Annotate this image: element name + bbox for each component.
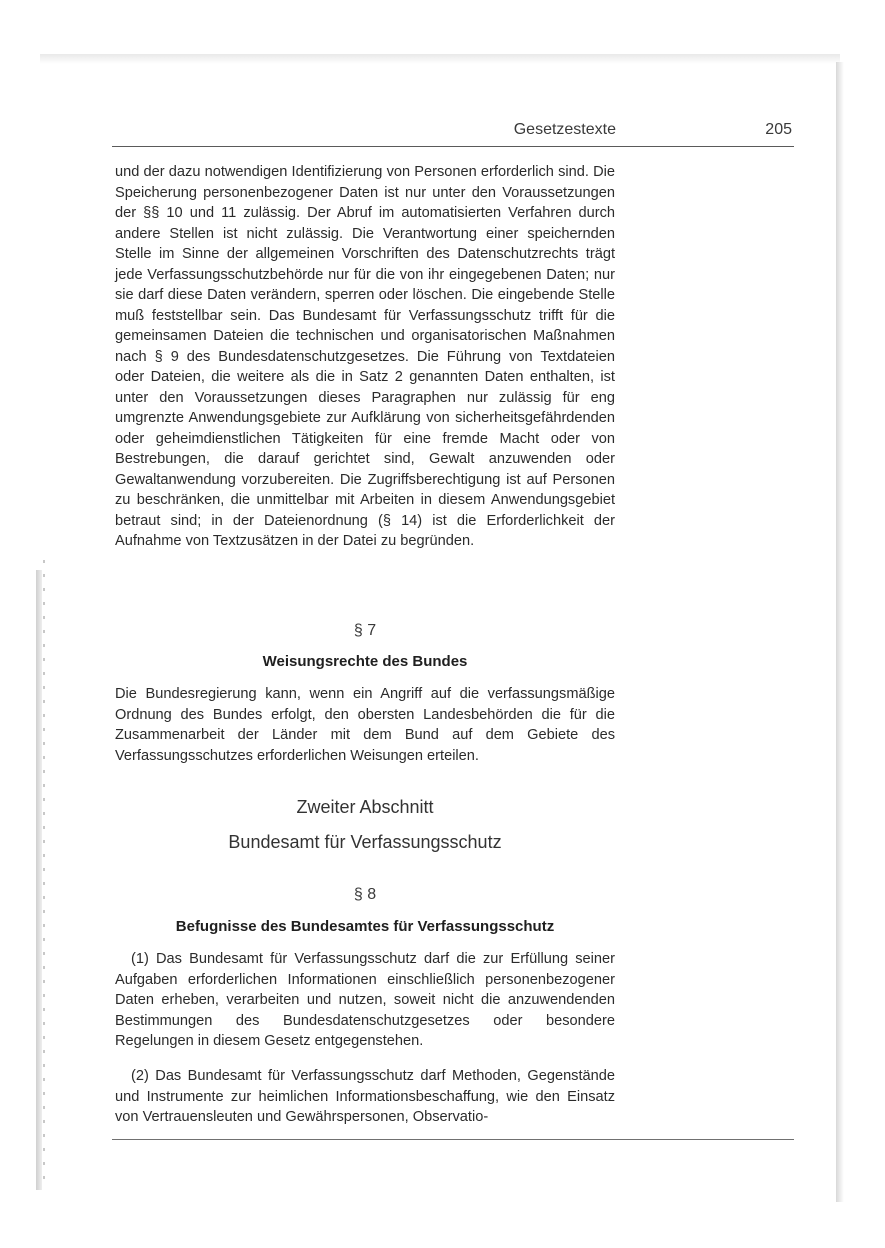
running-head-title: Gesetzestexte (513, 121, 616, 138)
footer-rule (112, 1139, 794, 1140)
section-8-paragraph-1: (1) Das Bundesamt für Verfassungsschutz darf die zur Erfüllung seiner Aufgaben erforderlichen Informationen einschließlich personenbezogener Daten erheben, verarbeiten und nutzen, soweit nicht die anzuwendenden Bestimmungen des Bundesdatenschutzgesetzes oder besondere Regelungen in diesem Gesetz entgegenstehen. (115, 951, 615, 1049)
scan-right-edge (836, 62, 844, 1202)
binding-marks (43, 560, 45, 1180)
division-subtitle: Bundesamt für Verfassungsschutz (228, 832, 502, 852)
section-7-text: Die Bundesregierung kann, wenn ein Angriff auf die verfassungsmäßige Ordnung des Bundes erfolgt, den obersten Landesbehörden die für die Zusammenarbeit der Länder mit dem Bund auf dem Gebiete des Verfassungsschutzes erforderlichen Weisungen erteilen. (115, 686, 615, 764)
page-number: 205 (765, 121, 792, 138)
section-8-paragraph-2: (2) Das Bundesamt für Verfassungsschutz darf Methoden, Gegenstände und Instrumente zur heimlichen Informationsbeschaffung, wie den Einsatz von Vertrauensleuten und Gewährspersonen, Observatio- (115, 1068, 615, 1125)
paragraph-continuation: und der dazu notwendigen Identifizierung von Personen erforderlich sind. Die Speicherung personenbezogener Daten ist nur unter den Voraussetzungen der §§ 10 und 11 zulässig. Der Abruf im automatisierten Verfahren durch andere Stellen ist nicht zulässig. Die Verantwortung einer speichernden Stelle im Sinne der allgemeinen Vorschriften des Datenschutzrechts trägt jede Verfassungsschutzbehörde nur für die von ihr eingegebenen Daten; nur sie darf diese Daten verändern, sperren oder löschen. Die eingebende Stelle muß feststellbar sein. Das Bundesamt für Verfassungsschutz trifft für die gemeinsamen Dateien die technischen und organisatorischen Maßnahmen nach § 9 des Bundesdatenschutzgesetzes. Die Führung von Textdateien oder Dateien, die weitere als die in Satz 2 genannten Daten enthalten, ist unter den Voraussetzungen dieses Paragraphen nur zulässig für eng umgrenzte Anwendungsgebiete zur Aufklärung von sicherheitsgefährdenden oder geheimdienstlichen Tätigkeiten für eine fremde Macht oder von Bestrebungen, die darauf gerichtet sind, Gewalt anzuwenden oder Gewaltanwendung vorzubereiten. Die Zugriffsberechtigung ist auf Personen zu beschränken, die unmittelbar mit Arbeiten in diesem Anwendungsgebiet betraut sind; in der Dateienordnung (§ 14) ist die Erforderlichkeit der Aufnahme von Textzusätzen in der Datei zu begründen. (115, 164, 615, 549)
division-title: Zweiter Abschnitt (296, 797, 434, 817)
section-7-number: § 7 (353, 622, 377, 639)
section-8-heading: Befugnisse des Bundesamtes für Verfassungsschutz (175, 918, 555, 935)
scan-top-shadow (40, 54, 840, 64)
section-7-heading: Weisungsrechte des Bundes (262, 653, 468, 670)
scan-left-edge (36, 570, 42, 1190)
section-8-number: § 8 (353, 886, 377, 903)
running-head (112, 118, 794, 147)
